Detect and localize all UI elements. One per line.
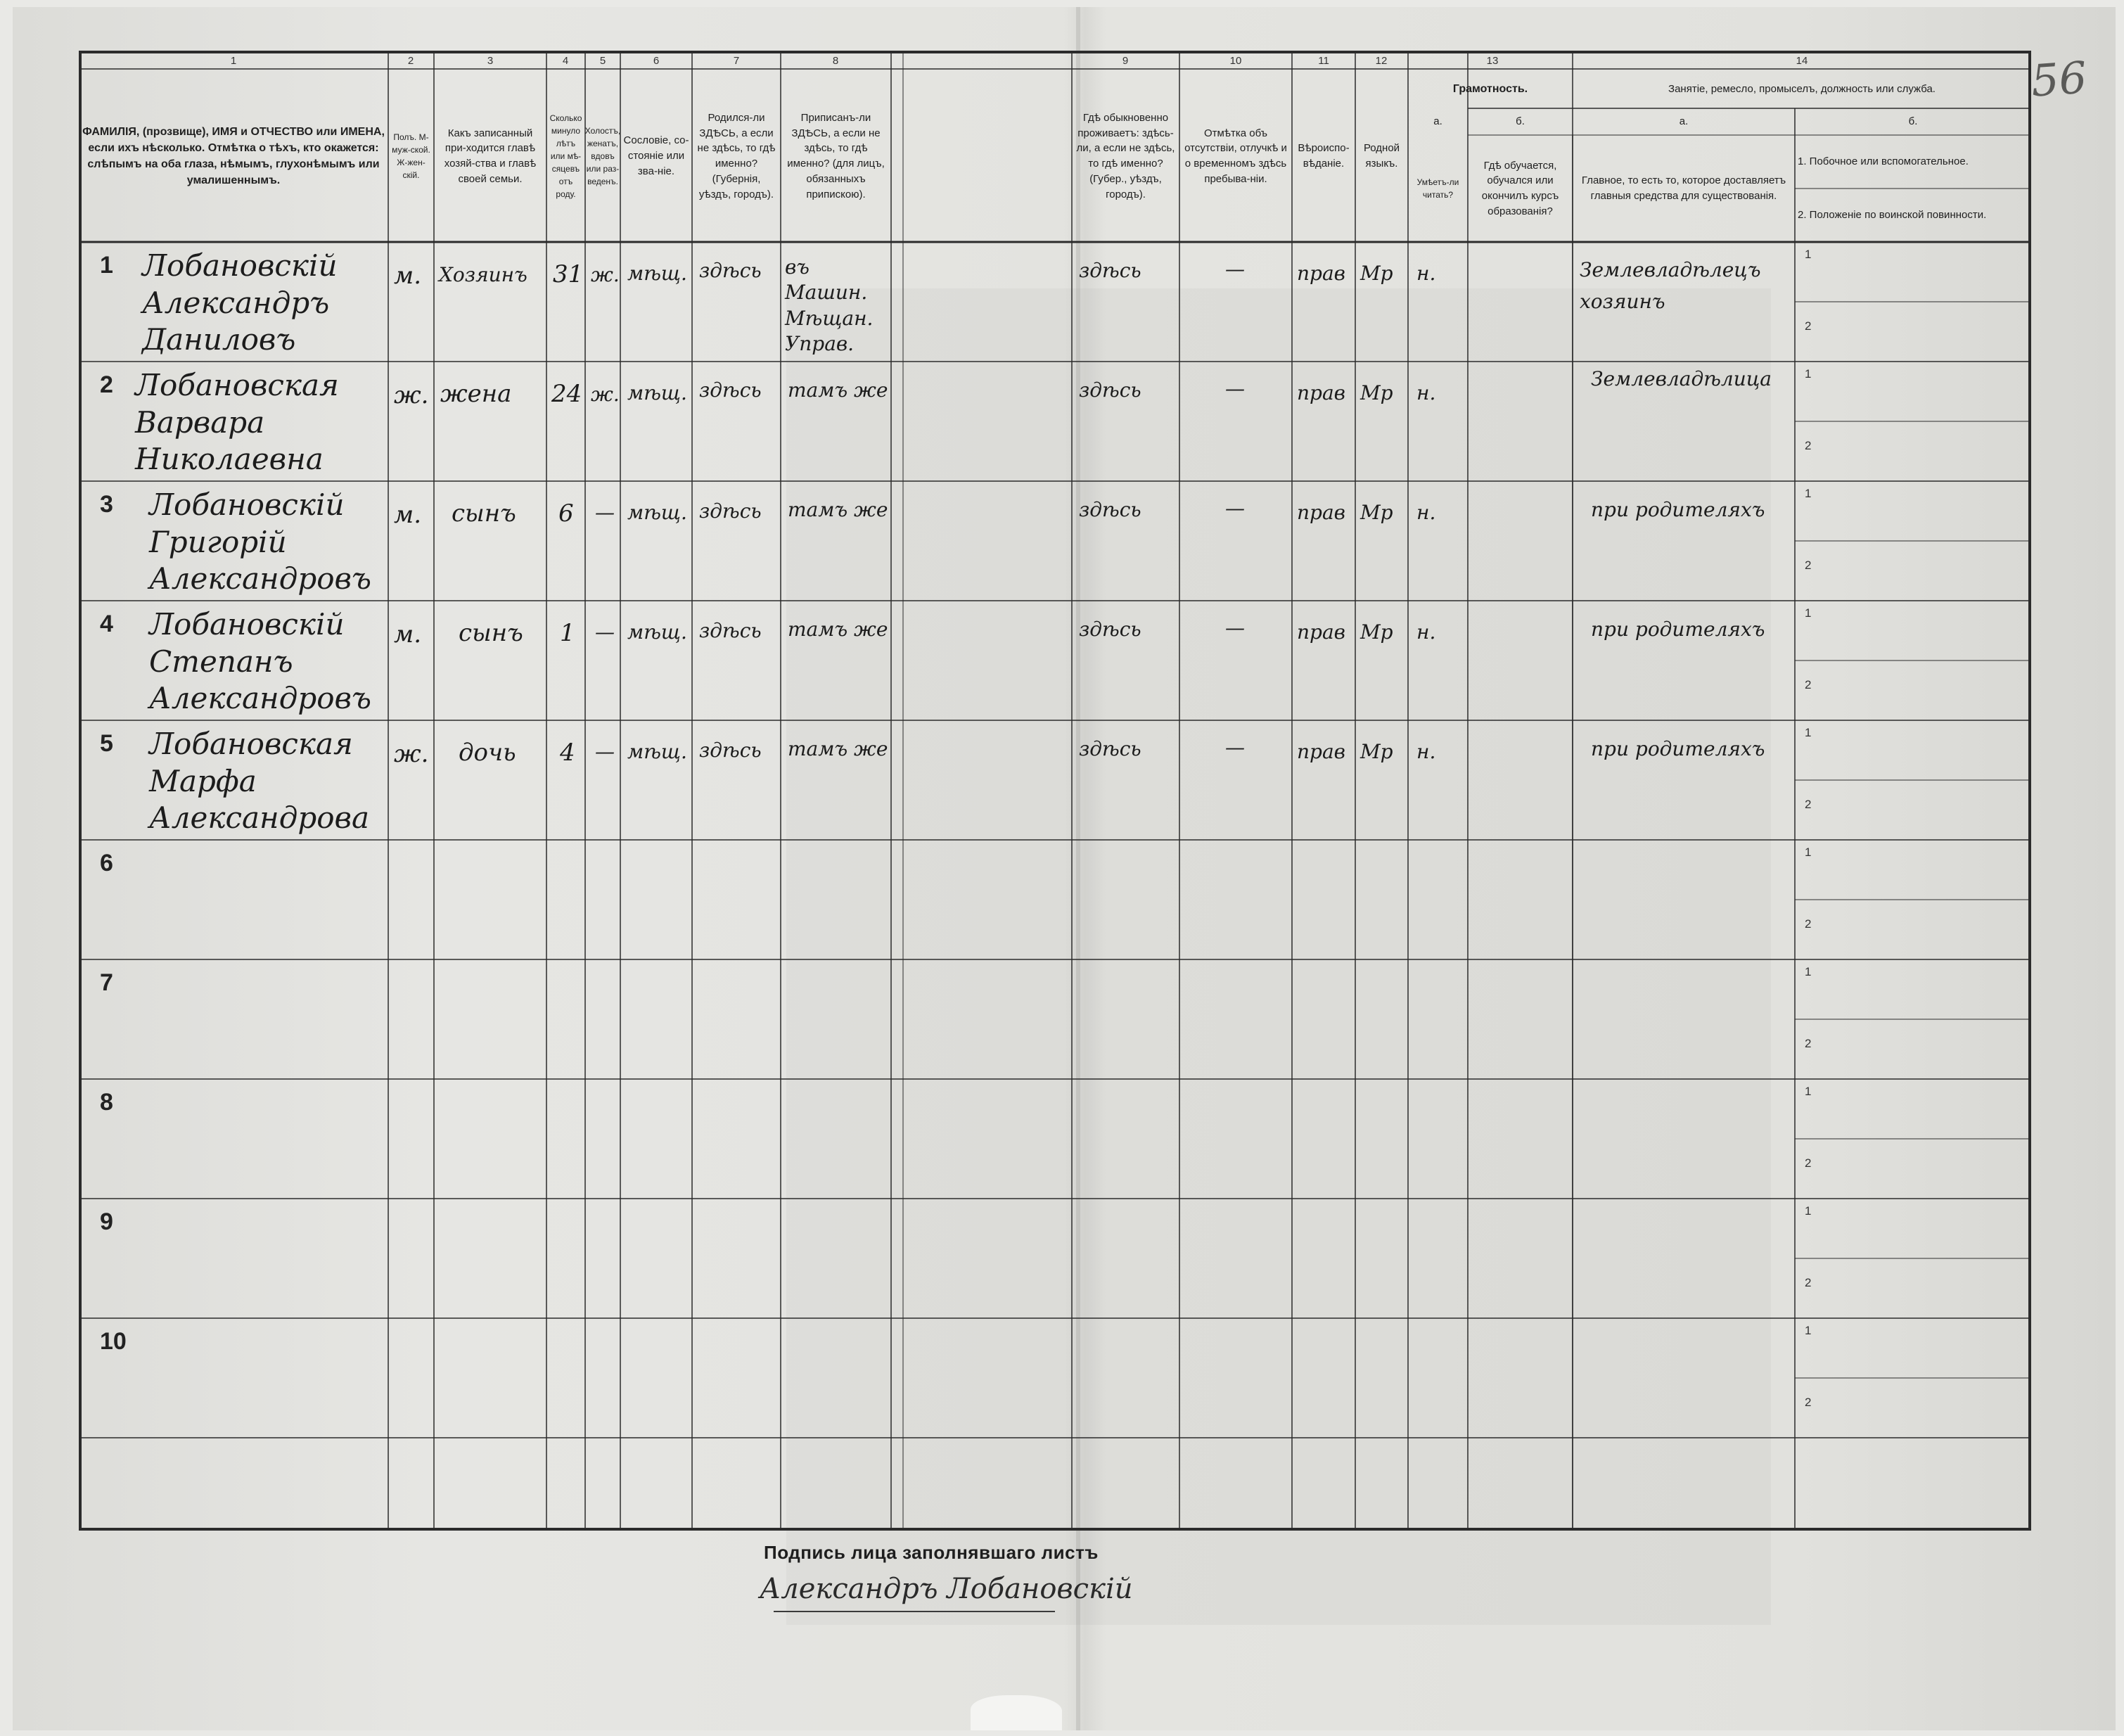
header-literacy: Грамотность. (1452, 83, 1528, 96)
subrow-1-label: 1 (1805, 248, 1812, 261)
subrow-2-label: 2 (1805, 1276, 1812, 1289)
subrow-2-label: 2 (1805, 319, 1812, 333)
colnum-6: 6 (653, 55, 660, 67)
entry-sex: ж. (394, 381, 429, 409)
page-number: 56 (2029, 51, 2089, 107)
entry-name: Лобановскій Григорій Александровъ (149, 487, 371, 596)
entry-absence: — (1225, 257, 1245, 281)
paper-tear (971, 1695, 1062, 1730)
entry-relation: дочь (459, 739, 516, 767)
entry-religion: прав (1297, 620, 1345, 644)
entry-religion: прав (1297, 740, 1345, 763)
header-age: Сколько минуло лѣтъ или мѣ-сяцевъ отъ роду. (549, 113, 582, 199)
subrow-1-label: 1 (1805, 726, 1812, 739)
row-number: 10 (100, 1328, 127, 1355)
entry-residence: здѣсь (1079, 737, 1141, 760)
entry-registration: тамъ же (788, 498, 888, 521)
entry-estate: мѣщ. (627, 501, 687, 524)
colnum-11: 11 (1318, 55, 1329, 67)
entry-relation: сынъ (452, 499, 516, 528)
entry-sex: м. (394, 262, 421, 290)
header-literacy-b: Гдѣ обучается, обучался или окончилъ курсъ образованія? (1481, 159, 1559, 217)
colnum-7: 7 (733, 55, 740, 67)
entry-residence: здѣсь (1079, 259, 1141, 282)
entry-religion: прав (1297, 262, 1345, 285)
entry-absence: — (1225, 736, 1245, 759)
entry-language: Мр (1360, 262, 1393, 285)
entry-marital: — (595, 740, 615, 763)
entry-birthplace: здѣсь (699, 259, 762, 282)
entry-estate: мѣщ. (627, 740, 687, 763)
colnum-3: 3 (487, 55, 494, 67)
colnum-5: 5 (599, 55, 606, 67)
header-literacy-b-letter: б. (1516, 115, 1525, 128)
entry-name: Лобановская Марфа Александрова (149, 727, 369, 835)
header-name: ФАМИЛІЯ, (прозвище), ИМЯ и ОТЧЕСТВО или ИМЕНА, если ихъ нѣсколько. Отмѣтка о тѣхъ, кто окажется: слѣпымъ на оба глаза, нѣмымъ, глухонѣмымъ или умалишеннымъ. (82, 125, 385, 187)
header-military: 2. Положеніе по воинской повинности. (1798, 209, 1987, 222)
entry-birthplace: здѣсь (699, 619, 762, 642)
entry-absence: — (1225, 497, 1245, 520)
entry-language: Мр (1360, 501, 1393, 524)
subrow-2-label: 2 (1805, 439, 1812, 452)
header-sex: Полъ. М-муж-ской. Ж-жен-скій. (392, 132, 430, 180)
colnum-8: 8 (832, 55, 839, 67)
colnum-1: 1 (230, 55, 237, 67)
colnum-9: 9 (1122, 55, 1129, 67)
entry-birthplace: здѣсь (699, 378, 762, 402)
row-number: 1 (100, 252, 113, 279)
entry-language: Мр (1360, 740, 1393, 763)
entry-marital: — (595, 620, 615, 644)
signature-handwriting: Александръ Лобановскій (760, 1573, 1133, 1605)
subrow-2-label: 2 (1805, 559, 1812, 572)
entry-relation: жена (440, 380, 512, 408)
entry-birthplace: здѣсь (699, 739, 762, 762)
subrow-1-label: 1 (1805, 845, 1812, 859)
subrow-1-label: 1 (1805, 1324, 1812, 1337)
entry-registration: въ Машин. Мѣщан. Управ. (785, 255, 874, 356)
entry-estate: мѣщ. (627, 620, 687, 644)
header-occupation-main: Главное, то есть то, которое доставляетъ главныя средства для существованія. (1581, 174, 1786, 202)
header-occupation-a-letter: а. (1679, 115, 1689, 128)
row-number: 2 (100, 371, 113, 398)
subrow-2-label: 2 (1805, 1396, 1812, 1409)
row-number: 6 (100, 850, 113, 876)
entry-birthplace: здѣсь (699, 499, 762, 523)
subrow-2-label: 2 (1805, 678, 1812, 691)
entry-age: 31 (553, 260, 584, 288)
row-number: 8 (100, 1089, 113, 1116)
entry-sex: ж. (394, 740, 429, 768)
entry-literacy: н. (1416, 740, 1436, 763)
entry-registration: тамъ же (788, 378, 888, 402)
census-table (79, 51, 2031, 1531)
subrow-2-label: 2 (1805, 917, 1812, 931)
entry-registration: тамъ же (788, 618, 888, 641)
entry-literacy: н. (1416, 620, 1436, 644)
entry-occupation: при родителяхъ (1591, 737, 1765, 760)
subrow-2-label: 2 (1805, 1156, 1812, 1170)
entry-relation: Хозяинъ (439, 263, 527, 286)
row-number: 3 (100, 491, 113, 518)
subrow-1-label: 1 (1805, 367, 1812, 381)
entry-marital: ж. (591, 263, 620, 286)
signature-line (774, 1611, 1055, 1612)
entry-religion: прав (1297, 501, 1345, 524)
entry-absence: — (1225, 377, 1245, 400)
entry-estate: мѣщ. (627, 262, 687, 285)
entry-sex: м. (394, 501, 421, 529)
entry-literacy: н. (1416, 501, 1436, 524)
colnum-14: 14 (1796, 55, 1808, 67)
row-number: 9 (100, 1208, 113, 1235)
signature-label: Подпись лица заполнявшаго листъ (764, 1542, 1099, 1563)
colnum-12: 12 (1375, 55, 1388, 67)
header-relation: Какъ записанный при-ходится главѣ хозяй-ства и главѣ своей семьи. (444, 127, 537, 185)
colnum-13: 13 (1486, 55, 1499, 67)
colnum-10: 10 (1229, 55, 1242, 67)
subrow-2-label: 2 (1805, 1037, 1812, 1050)
header-birthplace: Родился-ли ЗДѢСЬ, а если не здѣсь, то гдѣ именно? (Губернія, уѣздъ, городъ). (697, 111, 776, 200)
header-occupation-b-letter: б. (1908, 115, 1918, 128)
entry-occupation: Землевладѣлецъ хозяинъ (1580, 258, 1761, 313)
header-literacy-a-letter: а. (1433, 115, 1442, 128)
header-literacy-a: Умѣетъ-ли читать? (1416, 177, 1459, 200)
header-marital: Холостъ, женатъ, вдовъ или раз-веденъ. (584, 126, 621, 186)
entry-occupation: Землевладѣлица (1591, 367, 1772, 390)
entry-language: Мр (1360, 381, 1393, 404)
header-occupation-side: 1. Побочное или вспомогательное. (1798, 155, 1969, 168)
entry-name: Лобановская Варвара Николаевна (135, 368, 339, 476)
subrow-1-label: 1 (1805, 1085, 1812, 1098)
entry-marital: — (595, 501, 615, 524)
entry-literacy: н. (1416, 381, 1436, 404)
header-religion: Вѣроиспо-вѣданіе. (1298, 142, 1350, 170)
entry-literacy: н. (1416, 262, 1436, 285)
entry-residence: здѣсь (1079, 498, 1141, 521)
entry-marital: ж. (591, 383, 620, 406)
entry-registration: тамъ же (788, 737, 888, 760)
entry-residence: здѣсь (1079, 618, 1141, 641)
row-number: 5 (100, 730, 113, 757)
header-residence: Гдѣ обыкновенно проживаетъ: здѣсь-ли, а если не здѣсь, то гдѣ именно? (Губер., уѣздъ, городъ). (1076, 111, 1175, 200)
entry-estate: мѣщ. (627, 381, 687, 404)
entry-language: Мр (1360, 620, 1393, 644)
entry-occupation: при родителяхъ (1591, 618, 1765, 641)
subrow-2-label: 2 (1805, 798, 1812, 811)
header-language: Родной языкъ. (1363, 142, 1400, 170)
entry-age: 1 (560, 619, 575, 647)
entry-residence: здѣсь (1079, 378, 1141, 402)
entry-name: Лобановскій Степанъ Александровъ (149, 607, 371, 715)
subrow-1-label: 1 (1805, 1204, 1812, 1218)
colnum-4: 4 (562, 55, 569, 67)
subrow-1-label: 1 (1805, 487, 1812, 500)
subrow-1-label: 1 (1805, 606, 1812, 620)
colnum-2: 2 (407, 55, 414, 67)
entry-absence: — (1225, 616, 1245, 639)
header-occupation: Занятіе, ремесло, промыселъ, должность или служба. (1668, 83, 1936, 96)
row-number: 4 (100, 611, 113, 637)
entry-age: 4 (560, 739, 575, 767)
entry-age: 24 (551, 380, 582, 408)
header-estate: Сословіе, со-стояніе или зва-ніе. (623, 134, 689, 177)
header-absence: Отмѣтка объ отсутствіи, отлучкѣ и о временномъ здѣсь пребыва-ніи. (1184, 127, 1287, 185)
entry-relation: сынъ (459, 619, 523, 647)
entry-sex: м. (394, 620, 421, 649)
row-number: 7 (100, 969, 113, 996)
entry-religion: прав (1297, 381, 1345, 404)
entry-name: Лобановскій Александръ Даниловъ (142, 248, 338, 357)
entry-age: 6 (558, 499, 574, 528)
subrow-1-label: 1 (1805, 965, 1812, 978)
header-registration: Приписанъ-ли ЗДѢСЬ, а если не здѣсь, то гдѣ именно? (для лицъ, обязанныхъ припискою). (787, 111, 885, 200)
entry-occupation: при родителяхъ (1591, 498, 1765, 521)
